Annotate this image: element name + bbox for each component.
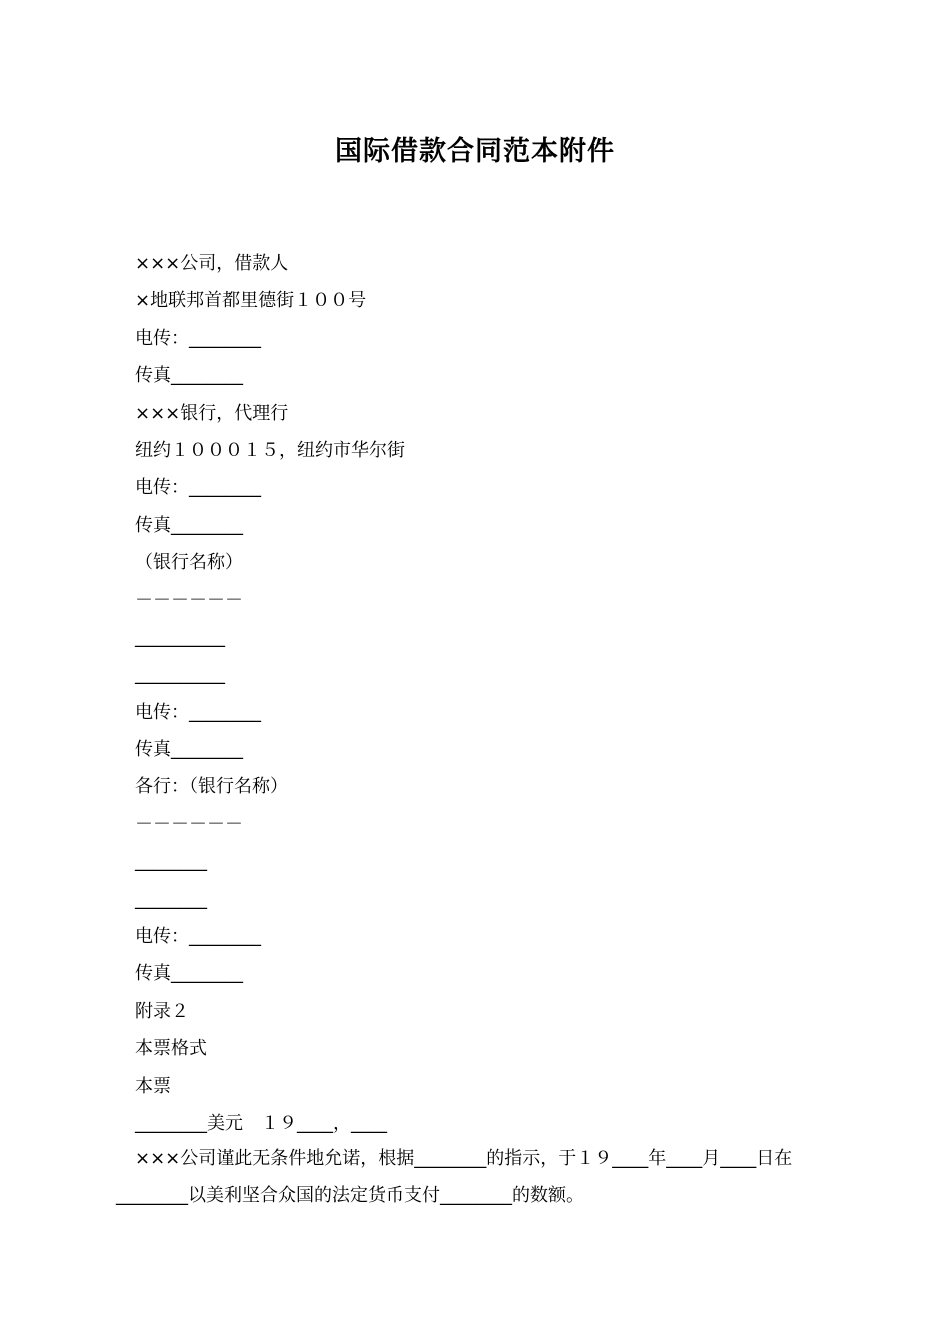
text-line: __________ [135,664,225,686]
text-line: 纽约１０００１５，纽约市华尔街 [135,439,405,461]
text-line: 传真________ [135,514,243,536]
text-line: 各行：（银行名称） [135,776,288,798]
text-line: （银行名称） [135,552,243,574]
text-line: 附录２ [135,1000,189,1022]
text-line: 传真________ [135,365,243,387]
text-line: 电传：________ [135,701,261,723]
page-title: 国际借款合同范本附件 [335,136,615,167]
text-line: 本票格式 [135,1038,207,1060]
promissory-note-paragraph: ×××公司谨此无条件地允诺，根据________的指示，于１９____年____月____日在________以美利坚合众国的法定货币支付________的数额。 [116,1148,793,1207]
text-line: ×地联邦首都里德街１００号 [135,290,367,312]
text-line: __________ [135,626,225,648]
document-body [135,245,855,1142]
text-line: ________ [135,888,207,910]
text-line: 电传：________ [135,477,261,499]
text-line: ________ [135,851,207,873]
text-line: ×××银行，代理行 [135,402,289,424]
text-line: 电传：________ [135,327,261,349]
text-line: ×××公司，借款人 [135,253,289,274]
text-line: 电传：________ [135,926,261,948]
text-line: 传真________ [135,739,243,761]
text-line: 传真________ [135,963,243,985]
text-line: －－－－－－ [135,589,243,611]
text-line: －－－－－－ [135,813,243,835]
text-line: ________美元 １９____，____ [135,1112,387,1134]
text-line: 本票 [135,1075,171,1097]
